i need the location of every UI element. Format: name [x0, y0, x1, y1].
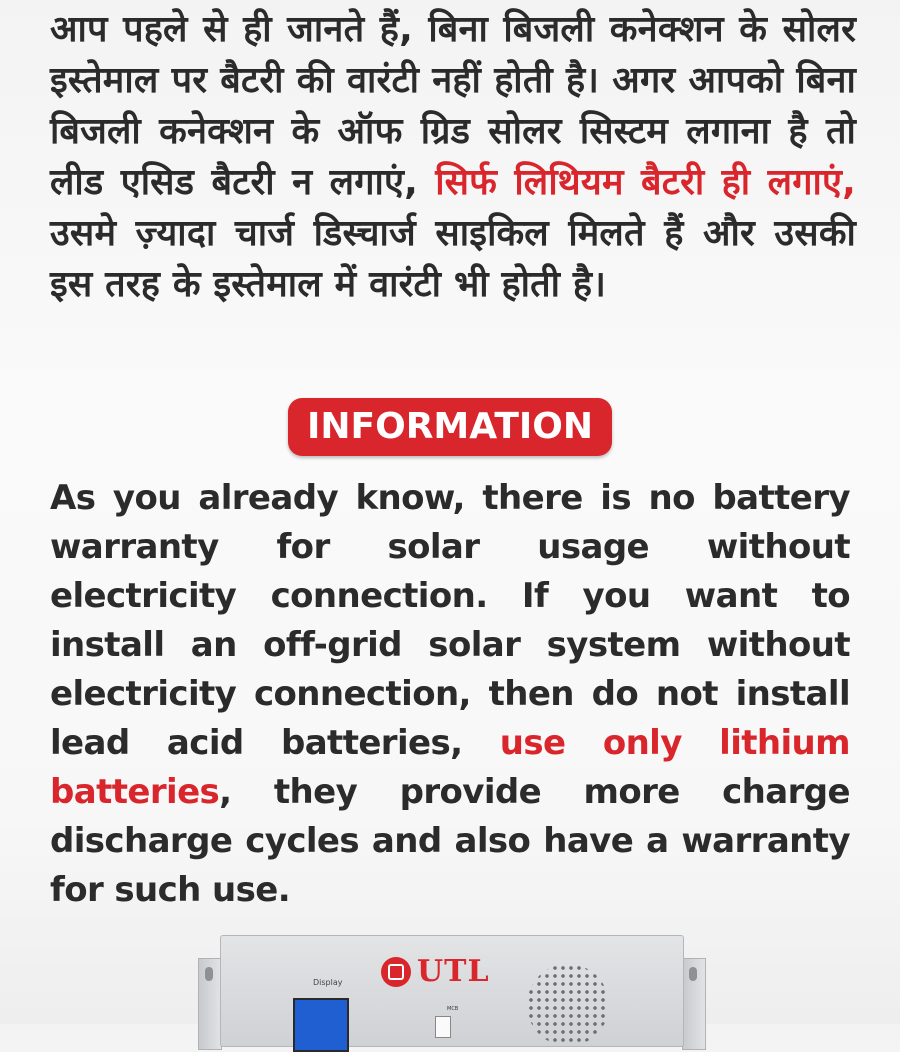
information-badge: INFORMATION — [288, 398, 612, 456]
hindi-text-after: उसमे ज़्यादा चार्ज डिस्चार्ज साइकिल मिलते हैं और उसकी इस तरह के इस्तेमाल में वारंटी भी होती है। — [50, 213, 856, 305]
speaker-grille-icon — [527, 964, 609, 1046]
battery-device-image — [220, 935, 684, 1047]
device-screen — [293, 998, 349, 1052]
english-text-after: , they provide more charge discharge cycles and also have a warranty for such use. — [50, 772, 850, 910]
hindi-highlight: सिर्फ लिथियम बैटरी ही लगाएं, — [435, 162, 856, 203]
brand-logo-icon — [381, 957, 411, 987]
brand-name: UTL — [417, 954, 490, 989]
mcb-switch — [435, 1016, 451, 1038]
mcb-label: MCB — [447, 1006, 459, 1012]
rack-ear-right — [682, 958, 706, 1050]
hindi-paragraph — [50, 4, 856, 310]
english-paragraph — [50, 474, 850, 915]
english-highlight: use only lithium batteries — [50, 723, 850, 812]
english-text-before: As you already know, there is no battery warranty for solar usage without electricity connection. If you want to install an off-grid solar system without electricity connection, then do not install lead acid batteries, — [50, 478, 850, 763]
brand-logo — [381, 954, 490, 989]
hindi-text-before: आप पहले से ही जानते हैं, बिना बिजली कनेक्शन के सोलर इस्तेमाल पर बैटरी की वारंटी नहीं होती है। अगर आपको बिना बिजली कनेक्शन के ऑफ ग्रिड सोलर सिस्टम लगाना है तो लीड एसिड बैटरी न लगाएं, — [50, 9, 856, 203]
rack-ear-left — [198, 958, 222, 1050]
display-label: Display — [313, 978, 343, 987]
